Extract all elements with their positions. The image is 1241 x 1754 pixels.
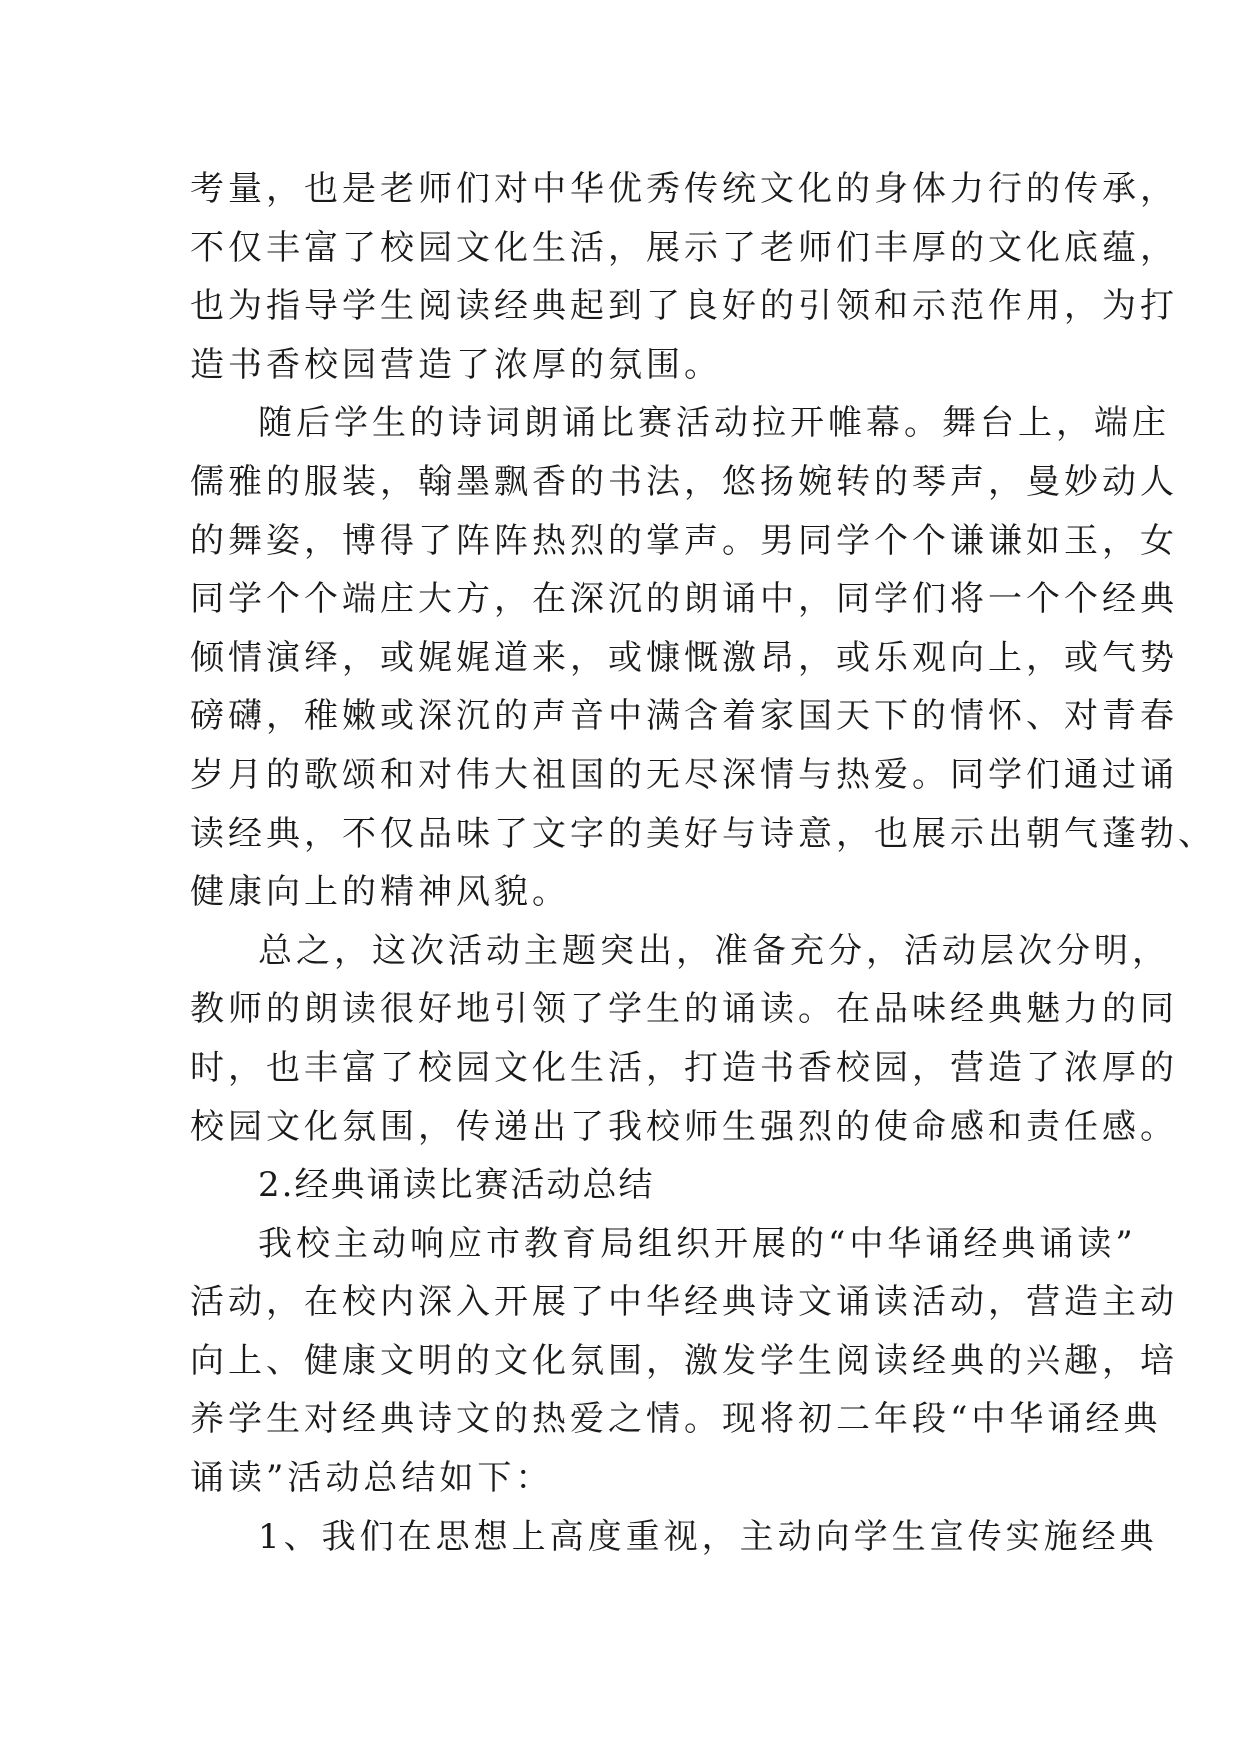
text-line: 考量，也是老师们对中华优秀传统文化的身体力行的传承，: [190, 169, 1178, 209]
text-line: 倾情演绎，或娓娓道来，或慷慨激昂，或乐观向上，或气势: [190, 637, 1178, 678]
text-line: 造书香校园营造了浓厚的氛围。: [190, 344, 722, 385]
text-line: 也为指导学生阅读经典起到了良好的引领和示范作用，为打: [190, 286, 1178, 327]
text-line: 健康向上的精神风貌。: [190, 872, 570, 913]
text-line: 岁月的歌颂和对伟大祖国的无尽深情与热爱。同学们通过诵: [190, 754, 1178, 795]
paragraph-first-line: 我校主动响应市教育局组织开展的“中华诵经典诵读”: [258, 1223, 1137, 1264]
text-line: 校园文化氛围，传递出了我校师生强烈的使命感和责任感。: [190, 1106, 1178, 1147]
section-heading: 2.经典诵读比赛活动总结: [258, 1165, 655, 1206]
paragraph-first-line: 1、我们在思想上高度重视，主动向学生宣传实施经典: [258, 1516, 1158, 1557]
text-line: 不仅丰富了校园文化生活，展示了老师们丰厚的文化底蕴，: [190, 227, 1178, 268]
text-line: 诵读”活动总结如下：: [190, 1458, 554, 1499]
text-line: 向上、健康文明的文化氛围，激发学生阅读经典的兴趣，培: [190, 1340, 1178, 1381]
text-line: 同学个个端庄大方，在深沉的朗诵中，同学们将一个个经典: [190, 579, 1178, 620]
text-line: 时，也丰富了校园文化生活，打造书香校园，营造了浓厚的: [190, 1047, 1178, 1088]
body-text: [190, 160, 1216, 1566]
text-line: 养学生对经典诗文的热爱之情。现将初二年段“中华诵经典: [190, 1399, 1162, 1440]
text-line: 儒雅的服装，翰墨飘香的书法，悠扬婉转的琴声，曼妙动人: [190, 461, 1178, 502]
paragraph-first-line: 随后学生的诗词朗诵比赛活动拉开帷幕。舞台上，端庄: [258, 403, 1170, 444]
text-line: 读经典，不仅品味了文字的美好与诗意，也展示出朝气蓬勃、: [190, 813, 1216, 854]
text-line: 活动，在校内深入开展了中华经典诗文诵读活动，营造主动: [190, 1282, 1178, 1323]
text-line: 磅礴，稚嫩或深沉的声音中满含着家国天下的情怀、对青春: [190, 696, 1178, 737]
paragraph-first-line: 总之，这次活动主题突出，准备充分，活动层次分明，: [258, 930, 1170, 971]
text-line: 教师的朗读很好地引领了学生的诵读。在品味经典魅力的同: [190, 989, 1178, 1030]
text-line: 的舞姿，博得了阵阵热烈的掌声。男同学个个谦谦如玉，女: [190, 520, 1178, 561]
